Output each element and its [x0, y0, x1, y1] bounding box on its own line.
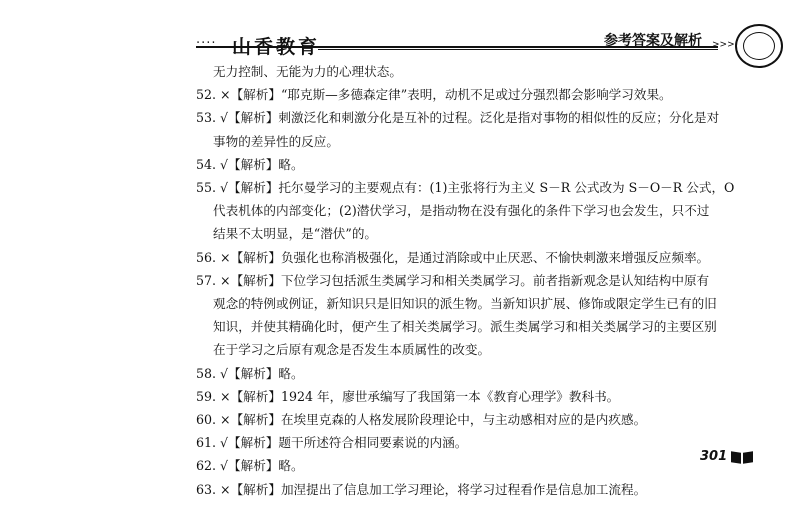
answer-line: 事物的差异性的反应。: [213, 133, 339, 149]
answer-line: 代表机体的内部变化；(2)潜伏学习，是指动物在没有强化的条件下学习也会发生，只不过: [213, 203, 710, 219]
scan-noise: [150, 484, 800, 514]
section-title: 参考答案及解析: [604, 33, 702, 49]
page-footer: [700, 449, 753, 464]
answer-63: 63. ×【解析】加涅提出了信息加工学习理论，将学习过程看作是信息加工流程。: [196, 481, 647, 497]
answer-line: 在于学习之后原有观念是否发生本质属性的改变。: [213, 342, 491, 358]
answer-line: 观念的特例或例证，新知识只是旧知识的派生物。当新知识扩展、修饰或限定学生已有的旧: [213, 296, 717, 312]
answer-59: 59. ×【解析】1924 年，廖世承编写了我国第一本《教育心理学》教科书。: [196, 388, 620, 404]
page-number: 301: [700, 449, 728, 464]
answer-52: 52. ×【解析】“耶克斯—多德森定律”表明，动机不足或过分强烈都会影响学习效果。: [196, 87, 672, 103]
answer-54: 54. √【解析】略。: [196, 156, 304, 172]
answer-56: 56. ×【解析】负强化也称消极强化，是通过消除或中止厌恶、不愉快刺激来增强反应频率。: [196, 249, 710, 265]
page-header: [0, 0, 800, 60]
answer-55: 55. √【解析】托尔曼学习的主要观点有：(1)主张将行为主义 S－R 公式改为 S－O－R 公式，O: [196, 180, 735, 196]
book-icon: [731, 450, 753, 464]
arrow-icon: >>>: [712, 40, 735, 50]
answer-60: 60. ×【解析】在埃里克森的人格发展阶段理论中，与主动感相对应的是内疚感。: [196, 412, 647, 428]
answer-62: 62. √【解析】略。: [196, 458, 304, 474]
answer-58: 58. √【解析】略。: [196, 365, 304, 381]
header-dots: ....: [196, 32, 217, 47]
answer-line: 无力控制、无能为力的心理状态。: [213, 64, 402, 79]
answer-line: 结果不太明显，是“潜伏”的。: [213, 226, 378, 242]
answer-61: 61. √【解析】题干所述符合相同要素说的内涵。: [196, 435, 468, 451]
answer-57: 57. ×【解析】下位学习包括派生类属学习和相关类属学习。前者指新观念是认知结构中原有: [196, 272, 710, 288]
answer-53: 53. √【解析】刺激泛化和刺激分化是互补的过程。泛化是指对事物的相似性的反应；分化是对: [196, 110, 720, 126]
brand-name: 山香教育: [232, 36, 321, 58]
answer-list: [196, 60, 756, 501]
answer-line: 知识，并使其精确化时，便产生了相关类属学习。派生类属学习和相关类属学习的主要区别: [213, 319, 717, 335]
